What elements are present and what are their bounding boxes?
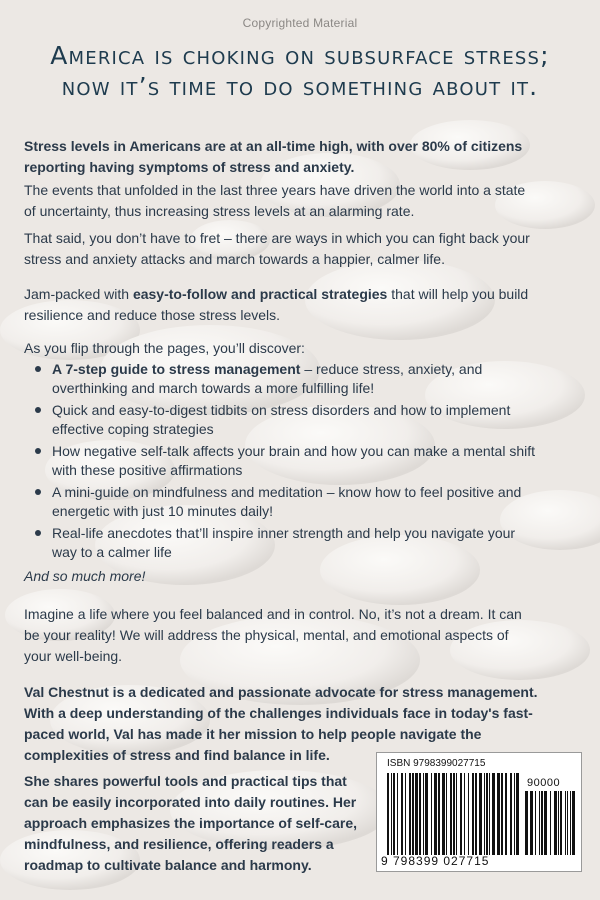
- barcode-bar: [475, 773, 477, 855]
- barcode-bar: [419, 773, 421, 855]
- barcode-bar: [558, 791, 559, 855]
- barcode-bar: [514, 773, 515, 855]
- barcode-bar: [391, 773, 392, 855]
- barcode-bar: [401, 773, 403, 855]
- barcode-bar: [460, 773, 462, 855]
- list-item: Quick and easy-to-digest tidbits on stress disorders and how to implement effective coping strategies: [30, 401, 575, 439]
- barcode-bar: [484, 773, 485, 855]
- barcode-bar: [492, 773, 495, 855]
- barcode-bar: [393, 773, 395, 855]
- headline-line-1: America is choking on subsurface stress;: [50, 41, 550, 70]
- barcode-bar: [510, 773, 512, 855]
- barcode-bar: [539, 791, 540, 855]
- list-item: How negative self-talk affects your brain and how you can make a mental shift with these positive affirmations: [30, 442, 575, 480]
- barcode-bar: [550, 791, 551, 855]
- headline-line-2: now it’s time to do something about it.: [61, 72, 539, 101]
- copyright-watermark: Copyrighted Material: [242, 16, 358, 30]
- barcode-bar: [501, 773, 503, 855]
- barcode-bar: [489, 773, 490, 855]
- barcode-bar: [565, 791, 566, 855]
- discover-list: [30, 360, 575, 565]
- isbn-label: ISBN 9798399027715: [387, 758, 486, 769]
- barcode-bar: [446, 773, 447, 855]
- barcode-bar: [409, 773, 411, 855]
- barcode-bar: [456, 773, 457, 855]
- barcode-bar: [423, 773, 424, 855]
- author-bio: Val Chestnut is a dedicated and passionate advocate for stress management. With a deep understanding of the challenges individuals face in today's fast- paced world, Val has made it her mission to help people navigate the complexities of stress and find balance in life.: [24, 684, 538, 763]
- barcode-bar: [505, 773, 507, 855]
- barcode-bar: [412, 773, 414, 855]
- barcode-bar: [472, 773, 474, 855]
- barcode-bar: [442, 773, 445, 855]
- discover-intro: As you flip through the pages, you’ll discover:: [24, 340, 305, 356]
- list-item: A mini-guide on mindfulness and meditation – know how to feel positive and energetic with just 10 minutes daily!: [30, 483, 575, 521]
- barcode-bar: [570, 791, 571, 855]
- barcode-bar: [541, 791, 543, 855]
- list-item: Real-life anecdotes that’ll inspire inner strength and help you navigate your way to a calmer life: [30, 524, 575, 562]
- and-more-text: And so much more!: [24, 568, 146, 584]
- price-barcode-bars: [525, 791, 575, 855]
- intro-paragraph: Stress levels in Americans are at an all-time high, with over 80% of citizens reporting having symptoms of stress and anxiety.: [24, 138, 523, 175]
- barcode-bar: [397, 773, 398, 855]
- barcode-bar: [535, 791, 536, 855]
- reassurance-paragraph: That said, you don’t have to fret – there are ways in which you can fight back your stress and anxiety attacks and march towards a happier, calmer life.: [24, 230, 530, 267]
- uncertainty-paragraph: The events that unfolded in the last three years have driven the world into a state of uncertainty, thus increasing stress levels at an alarming rate.: [24, 182, 526, 219]
- barcode-bar: [438, 773, 440, 855]
- barcode-bar: [572, 791, 575, 855]
- barcode-bar: [450, 773, 452, 855]
- barcode-digits: 9 798399 027715: [381, 854, 490, 868]
- author-tools-paragraph: She shares powerful tools and practical tips that can be easily incorporated into daily routines. Her approach emphasizes the importance of self-care, mindfulness, and resilience, offering readers a roadmap to cultivate balance and harmony.: [24, 773, 357, 873]
- barcode-bar: [431, 773, 432, 855]
- barcode-bars: [387, 773, 519, 855]
- barcode-bar: [567, 791, 568, 855]
- barcode-bar: [464, 773, 465, 855]
- barcode-bar: [554, 791, 557, 855]
- list-item: A 7-step guide to stress management – reduce stress, anxiety, and overthinking and march towards a more fulfilling life!: [30, 360, 575, 398]
- headline: [0, 40, 600, 102]
- barcode-bar: [530, 791, 533, 855]
- barcode-bar: [497, 773, 500, 855]
- isbn-barcode: [376, 752, 582, 872]
- barcode-bar: [405, 773, 406, 855]
- barcode-bar: [560, 791, 562, 855]
- barcode-bar: [415, 773, 418, 855]
- price-code: 90000: [527, 777, 561, 789]
- barcode-bar: [434, 773, 437, 855]
- barcode-bar: [525, 791, 528, 855]
- barcode-bar: [544, 791, 547, 855]
- strategies-paragraph: Jam-packed with easy-to-follow and practical strategies that will help you build resilience and reduce those stress levels.: [24, 286, 529, 323]
- barcode-bar: [453, 773, 455, 855]
- barcode-bar: [468, 773, 469, 855]
- barcode-bar: [479, 773, 482, 855]
- barcode-bar: [486, 773, 488, 855]
- barcode-bar: [516, 773, 519, 855]
- barcode-bar: [425, 773, 428, 855]
- barcode-bar: [387, 773, 389, 855]
- imagine-paragraph: Imagine a life where you feel balanced and in control. No, it’s not a dream. It can be your reality! We will address the physical, mental, and emotional aspects of your well-being.: [24, 606, 522, 664]
